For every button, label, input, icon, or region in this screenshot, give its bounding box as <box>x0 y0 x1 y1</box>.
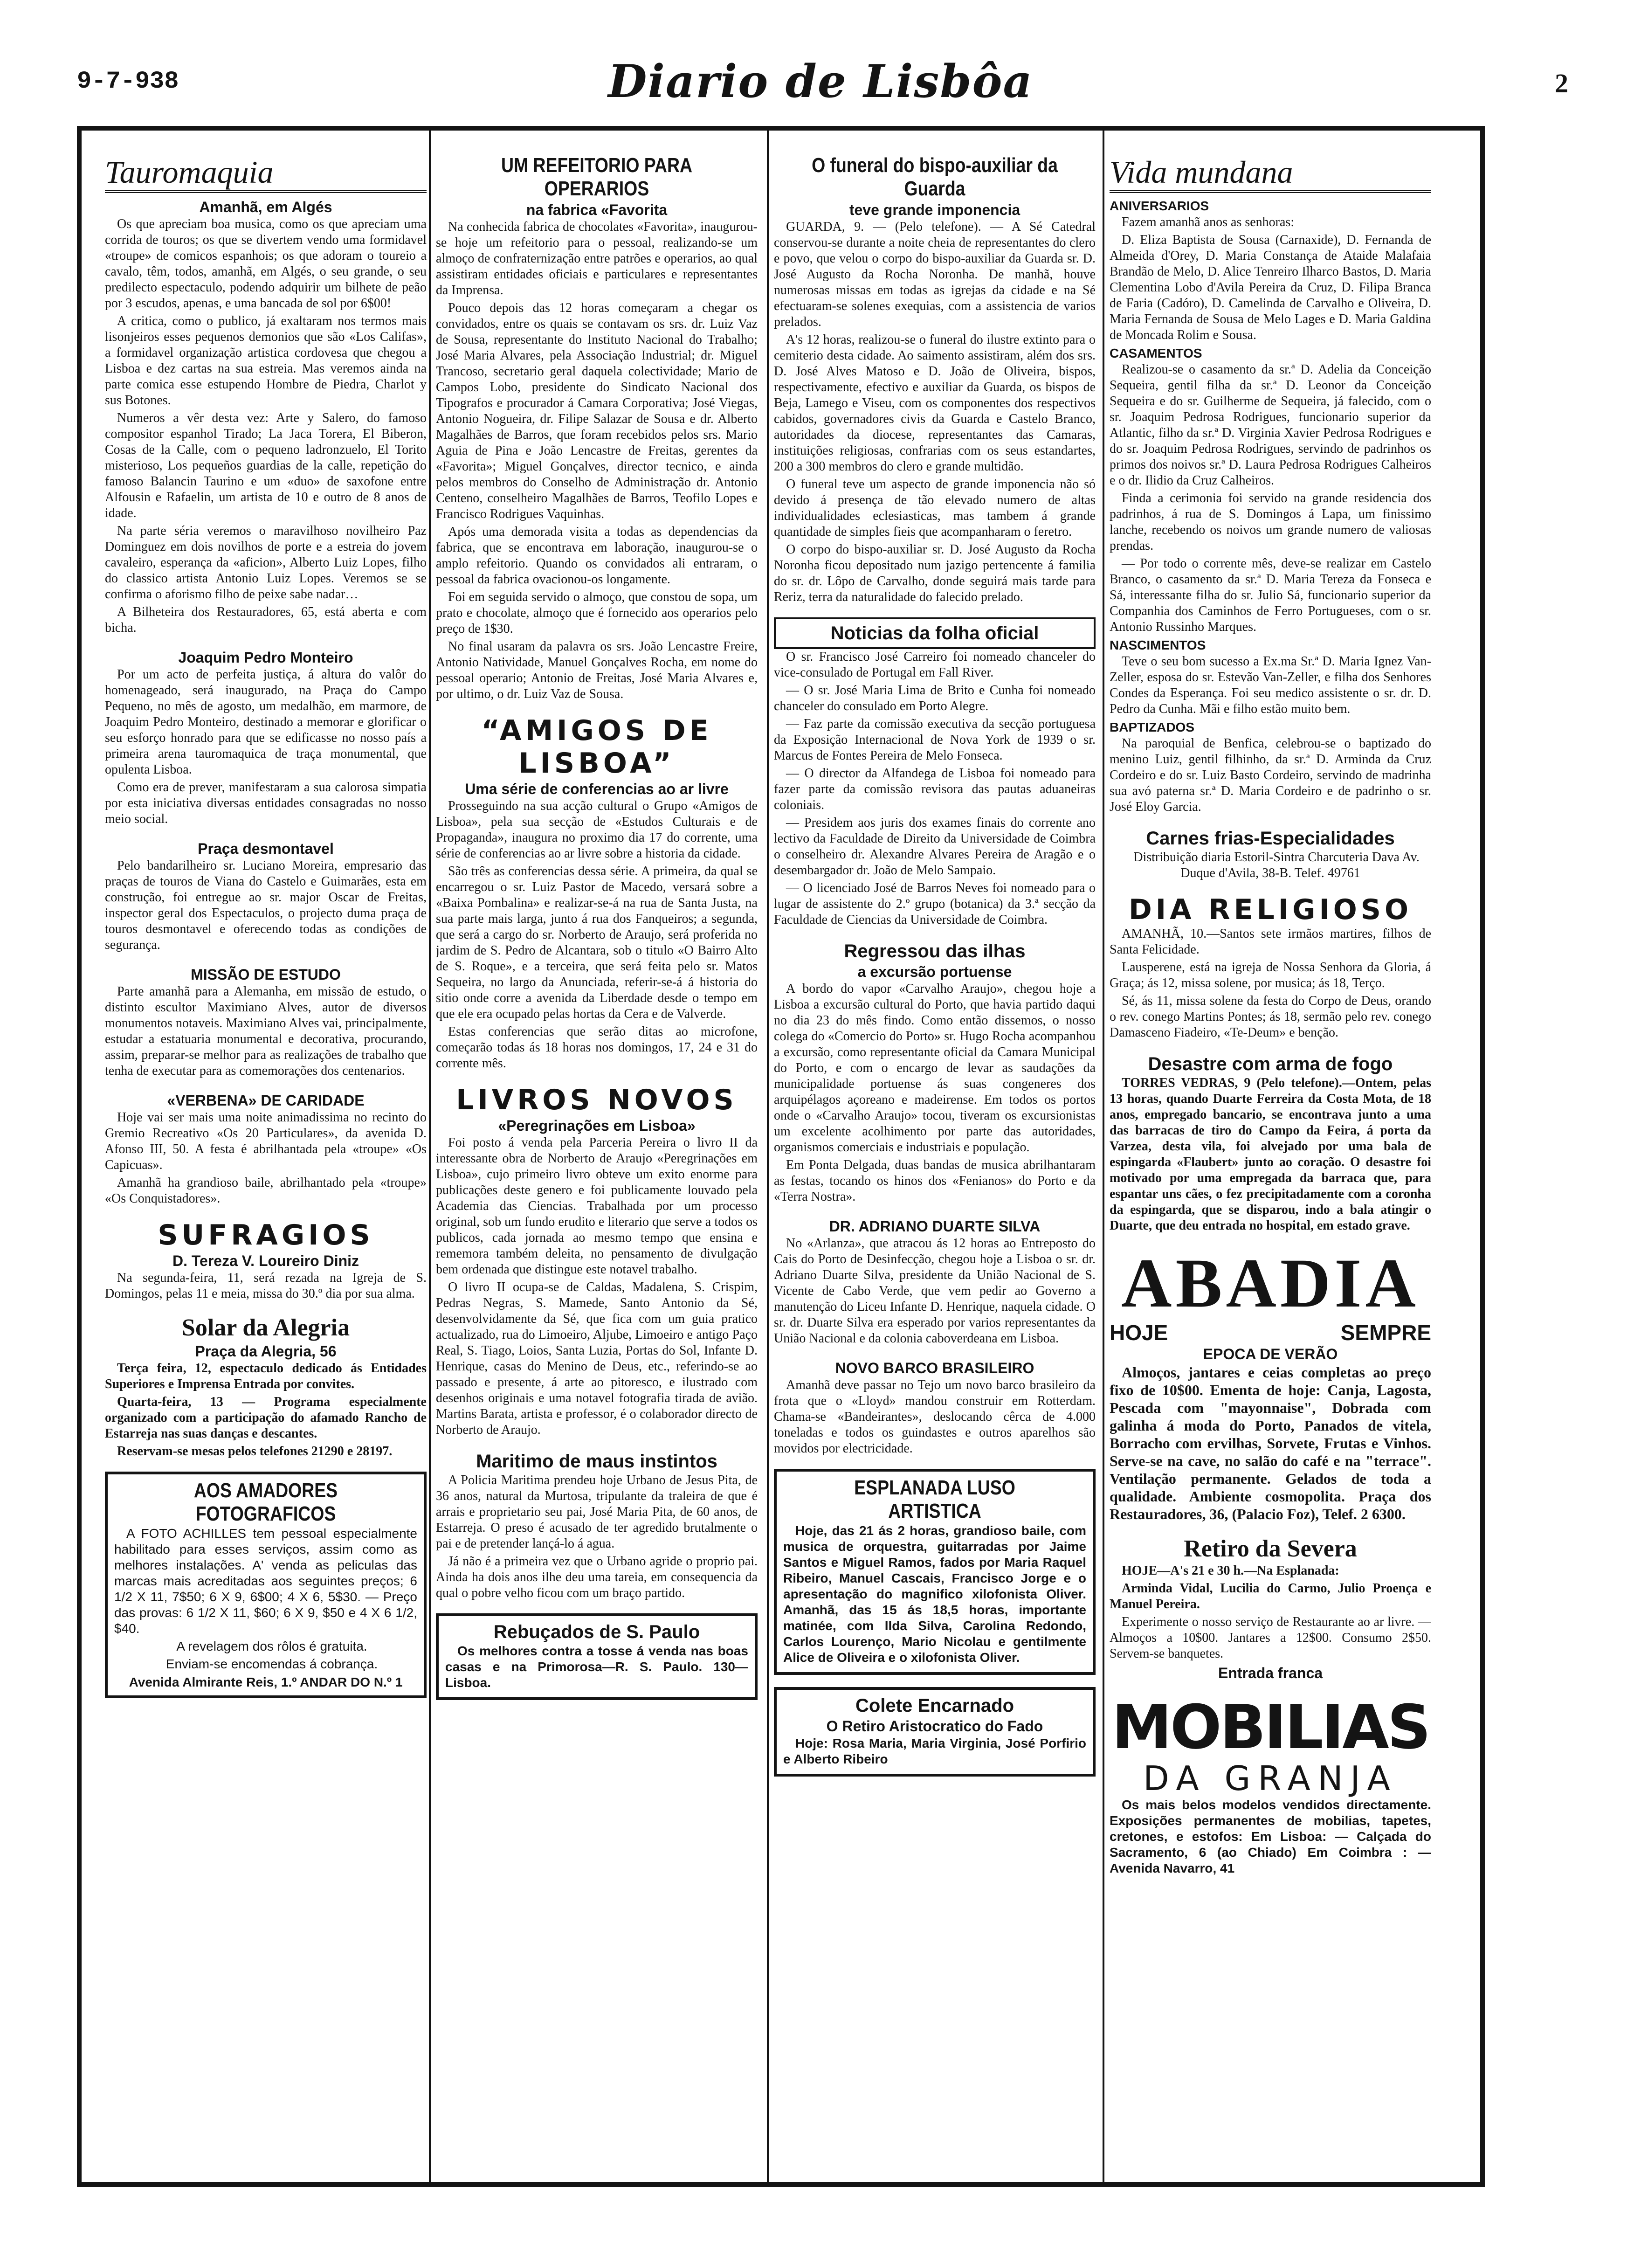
article-paragraph: São três as conferencias dessa série. A primeira, da qual se encarregou o sr. Luiz Pastor de Macedo, versará sobre a «Baixa Pombalina» e realizar-se-á na rua de Santa Justa, na sua parte mais larga, junto á rua dos Fanqueiros; a segunda, que será a cargo do sr. Norberto de Araujo, será proferida no jardim de S. Pedro de Alcantara, sob o titulo «O Bairro Alto de S. Roque», e a terceira, que será feita pelo sr. Matos Sequeira, no largo da Anunciada, referir-se-á á historia do sitio onde corre a avenida da Liberdade desde o tempo em que ele era ocupado pelas hortas da Cera e de Valverde. <box>436 864 758 1021</box>
ad-carnes-frias <box>1110 827 1431 881</box>
article-paragraph: Pouco depois das 12 horas começaram a chegar os convidados, entre os quais se contavam os srs. dr. Luiz Vaz de Sousa, representante do Instituto Nacional do Trabalho; José Maria Alvares, pela Associação Industrial; dr. Miguel Trancoso, secretario geral daquela colectividade; Mario de Campos Lobo, presidente do Sindicato Nacional dos Tipografos e procurador á Camara Corporativa; José Viegas, Antonio Nogueira, dr. Filipe Salazar de Sousa e dr. Alberto Magalhães de Barros, que foram recebidos pelos srs. Mario Aguia de Pina e João Lencastre de Freitas, gerentes da «Favorita»; Miguel Gonçalves, director tecnico, e ainda pelos membros do Conselho de Administração dr. Antonio Centeno, conselheiro Magalhães de Barros, Teofilo Lopes e Francisco Rodrigues Vaquinhas. <box>436 301 758 521</box>
article-paragraph: — Por todo o corrente mês, deve-se realizar em Castelo Branco, o casamento da sr.ª D. Maria Tereza da Fonseca e Sá, interessante filha do sr. Julio Sá, funcionario superior da Companhia dos Caminhos de Ferro Portugueses, com o sr. Antonio Russinho Marques. <box>1110 556 1431 634</box>
article-title: DIA RELIGIOSO <box>1129 893 1412 926</box>
column-1 <box>105 154 427 2168</box>
article-subtitle: Uma série de conferencias ao ar livre <box>465 781 729 797</box>
ad-text: Os mais belos modelos vendidos directamente. Exposições permanentes de mobilias, tapetes, cretones, e estofos: Em Lisboa: — Calçada do Sacramento, 6 (ao Chiado) Em Coimbra : — Avenida Navarro, 41 <box>1110 1798 1431 1875</box>
ad-line: Reservam-se mesas pelos telefones 21290 e 28197. <box>117 1444 393 1459</box>
column-rule <box>1103 131 1104 2182</box>
article-regressou-das-ilhas <box>774 940 1096 1205</box>
article-paragraph: Na segunda-feira, 11, será rezada na Igreja de S. Domingos, pelas 11 e meia, missa do 30.º dia por sua alma. <box>105 1271 427 1301</box>
ad-rebucados <box>436 1613 758 1700</box>
ad-text: Hoje: Rosa Maria, Maria Virginia, José Porfirio e Alberto Ribeiro <box>783 1736 1086 1766</box>
ad-line: Terça feira, 12, espectaculo dedicado ás Entidades Superiores e Imprensa Entrada por convites. <box>105 1361 427 1391</box>
article-sufragios <box>105 1219 427 1302</box>
section-label: CASAMENTOS <box>1110 346 1202 360</box>
article-paragraph: Numeros a vêr desta vez: Arte y Salero, do famoso compositor espanhol Tirado; La Jaca Torera, El Biberon, Cosas de la Calle, com o pequeno ladronzuelo, El Torito misterioso, Los pequeños guardias de la calle, repetição do famoso Balancin Taurino e um «duo» de saxofone entre Alfousin e Rafaelin, um artista de 10 e outro de 8 anos de idade. <box>105 411 427 520</box>
article-vida-mundana <box>1110 154 1431 815</box>
article-paragraph: — O sr. José Maria Lima de Brito e Cunha foi nomeado chanceler do consulado em Porto Alegre. <box>774 683 1096 713</box>
article-title: Noticias da folha oficial <box>774 617 1096 649</box>
ad-title: Colete Encarnado <box>855 1695 1014 1716</box>
ad-title: Retiro da Severa <box>1184 1535 1357 1562</box>
article-subtitle: D. Tereza V. Loureiro Diniz <box>172 1252 359 1269</box>
article-paragraph: Os que apreciam boa musica, como os que apreciam uma corrida de touros; os que se divertem vendo uma formidavel «troupe» de comicos espanhois; os que adoram o toureio a cavalo, têm, todos, amanhã, em Algés, o seu grande, o seu predilecto espectaculo, podendo adquirir um bilhete de peão por 3 escudos, apenas, e uma bancada de sol por 6$00! <box>105 217 427 311</box>
article-paragraph: — Faz parte da comissão executiva da secção portuguesa da Exposição Internacional de Nova York de 1939 o sr. Marcus de Fontes Pereira de Melo Fonseca. <box>774 717 1096 763</box>
ad-text: Hoje, das 21 ás 2 horas, grandioso baile, com musica de orquestra, guitarradas por Jaime Santos e Miguel Ramos, fados por Maria Raquel Ribeiro, Manuel Cascais, Francisco Jorge e o apresentação do magnifico xilofonista Oliver. Amanhã, das 15 ás 18,5 horas, importante matinée, com Ilda Silva, Carolina Redondo, Carlos Lourenço, Mario Nicolau e gentilmente Alice de Oliveira e o xilofonista Oliver. <box>783 1523 1086 1665</box>
article-paragraph: Prosseguindo na sua acção cultural o Grupo «Amigos de Lisboa», pela sua secção de «Estudos Culturais e de Propaganda», inaugura no proximo dia 17 do corrente, uma série de conferencias ao ar livre sobre a historia da cidade. <box>436 799 758 861</box>
ad-line: Arminda Vidal, Lucilia do Carmo, Julio Proença e Manuel Pereira. <box>1110 1581 1431 1611</box>
column-2 <box>436 154 758 2168</box>
article-paragraph: AMANHÃ, 10.—Santos sete irmãos martires, filhos de Santa Felicidade. <box>1110 927 1431 957</box>
newspaper-title: Diario de Lisbôa <box>608 55 1033 108</box>
article-paragraph: Já não é a primeira vez que o Urbano agride o proprio pai. Ainda ha dois anos ilhe deu uma tareia, em consequencia da qual o pobre velho ficou com um braço partido. <box>436 1554 758 1600</box>
article-title: Tauromaquia <box>105 154 427 193</box>
article-paragraph: Lausperene, está na igreja de Nossa Senhora da Gloria, á Graça; ás 12, missa solene, por musica; ás 18, Terço. <box>1110 960 1431 990</box>
article-subtitle: Amanhã, em Algés <box>199 199 332 215</box>
article-paragraph: Sé, ás 11, missa solene da festa do Corpo de Deus, orando o rev. conego Martins Pontes; ás 18, sermão pelo rev. conego Damasceno Fiadeiro, «Te-Deum» e benção. <box>1110 994 1431 1040</box>
article-missao-de-estudo <box>105 965 427 1079</box>
article-paragraph: A Policia Maritima prendeu hoje Urbano de Jesus Pita, de 36 anos, natural da Murtosa, tripulante da traleira de que é arrais e proprietario seu pai, José Maria Pita, de 60 anos, de Estarreja. O preso é acusado de ter agredido brutalmente o pai e de pretender lançá-lo á agua. <box>436 1473 758 1551</box>
section-label: NASCIMENTOS <box>1110 638 1206 652</box>
column-3 <box>774 154 1096 2168</box>
article-title: Desastre com arma de fogo <box>1148 1054 1393 1074</box>
article-maritimo <box>436 1450 758 1601</box>
article-title: Maritimo de maus instintos <box>476 1451 717 1472</box>
article-paragraph: — Presidem aos juris dos exames finais do corrente ano lectivo da Faculdade de Direito da Universidade de Coimbra o conselheiro dr. Alexandre Alvares Pereira de Aragão e o desembargador dr. João de Melo Sampaio. <box>774 816 1096 878</box>
article-paragraph: Na paroquial de Benfica, celebrou-se o baptizado do menino Luiz, gentil filhinho, da sr.ª D. Arminda da Cruz Cordeiro e do sr. Luiz Basto Cordeiro, servindo de madrinha sua avó paterna sr.ª D. Maria Cordeiro e de padrinho o sr. José Eloy Garcia. <box>1110 736 1431 814</box>
article-paragraph: Por um acto de perfeita justiça, á altura do valôr do homenageado, será inaugurado, na Praça do Campo Pequeno, no mês de agosto, um medalhão, em marmore, de Joaquim Pedro Monteiro, destinado a memorar e glorificar o seu esforço honrado para que se edificasse no nosso país a primeira arena tauromaquica de traça monumental, que opulenta Lisboa. <box>105 667 427 777</box>
ad-subtitle: Praça da Alegria, 56 <box>195 1343 337 1360</box>
page-number: 2 <box>1555 68 1568 98</box>
ad-mobilias-da-granja <box>1110 1694 1431 1876</box>
article-paragraph: — O director da Alfandega de Lisboa foi nomeado para fazer parte da comissão revisora das pautas aduaneiras coloniais. <box>774 766 1096 812</box>
article-title: O funeral do bispo-auxiliar da Guarda <box>812 154 1058 200</box>
article-paragraph: Em Ponta Delgada, duas bandas de musica abrilhantaram as festas, tocando os hinos dos «Fenianos» do Porto e da «Terra Nostra». <box>774 1158 1096 1204</box>
article-paragraph: O sr. Francisco José Carreiro foi nomeado chanceler do vice-consulado de Portugal em Fall River. <box>774 650 1096 680</box>
ad-text: Almoços, jantares e ceias completas ao preço fixo de 10$00. Ementa de hoje: Canja, Lagosta, Pescada com "mayonnaise", Dobrada com galinha á moda do Porto, Panados de vitela, Borracho com ervilhas, Sorvete, Frutas e Vinhos. Serve-se na cave, no salão do café e na "terrace". Ventilação permanente. Gelados de toda a qualidade. Ambiente cosmopolita. Praça dos Restauradores, 36, (Palacio Foz), Telef. 2 6300. <box>1110 1364 1431 1522</box>
ad-title: Solar da Alegria <box>181 1314 350 1341</box>
ad-line: Experimente o nosso serviço de Restaurante ao ar livre. — Almoços a 10$00. Jantares a 12$00. Consumo 2$50. Servem-se banquetes. <box>1110 1615 1431 1661</box>
article-refeitorio <box>436 154 758 702</box>
article-paragraph: Finda a cerimonia foi servido na grande residencia dos padrinhos, á rua de S. Domingos á Lapa, um finissimo lanche, recebendo os noivos um grande numero de valiosas prendas. <box>1110 491 1431 553</box>
column-4 <box>1110 154 1431 2168</box>
ad-colete-encarnado <box>774 1687 1096 1777</box>
article-paragraph: A bordo do vapor «Carvalho Araujo», chegou hoje a Lisboa a excursão cultural do Porto, que havia partido daqui no dia 23 do mês findo. Como então dissemos, o nosso colega do «Comercio do Porto» sr. Hugo Rocha acompanhou a excursão, como representante oficial da Camara Municipal do Porto, e com o encargo de levar as saudações da municipalidade portuense ás suas congeneres dos arquipélagos açoreano e madeirense. Em todos os portos onde o «Carvalho Araujo» tocou, tiveram os excursionistas um excelente acolhimento por parte das autoridades, organismos comerciais e industriais e população. <box>774 982 1096 1155</box>
article-desastre <box>1110 1053 1431 1234</box>
article-paragraph: Estas conferencias que serão ditas ao microfone, começarão todas ás 18 horas nos domingos, 17, 24 e 31 do corrente mês. <box>436 1024 758 1071</box>
ad-title: MOBILIAS <box>1111 1692 1429 1763</box>
ad-hoje: HOJE <box>1110 1321 1168 1345</box>
article-title: NOVO BARCO BRASILEIRO <box>835 1360 1034 1376</box>
masthead <box>0 0 1641 126</box>
article-subtitle: na fabrica «Favorita <box>526 201 668 218</box>
section-label: ANIVERSARIOS <box>1110 199 1209 213</box>
article-title: «VERBENA» DE CARIDADE <box>167 1092 365 1109</box>
article-subtitle: a excursão portuense <box>857 963 1012 980</box>
article-paragraph: O funeral teve um aspecto de grande imponencia não só devido á presença de tão elevado numero de altas individualidades eclesiasticas, mas tambem á grande quantidade de simples fieis que acompanharam o feretro. <box>774 477 1096 539</box>
article-title: Regressou das ilhas <box>844 941 1026 961</box>
article-paragraph: — O licenciado José de Barros Neves foi nomeado para o lugar de assistente do 2.º grupo (botanica) da 3.ª secção da Faculdade de Ciencias da Universidade de Coimbra. <box>774 881 1096 927</box>
article-title: LIVROS NOVOS <box>456 1084 738 1116</box>
article-paragraph: Teve o seu bom sucesso a Ex.ma Sr.ª D. Maria Ignez Van-Zeller, esposa do sr. Estevão Van-Zeller, e filha dos Senhores Condes da Esperança. Foi seu medico assistente o sr. dr. D. Pedro da Cunha. Mãi e filho estão muito bem. <box>1110 654 1431 716</box>
ad-title: Carnes frias-Especialidades <box>1146 828 1395 849</box>
ad-retiro-da-severa <box>1110 1535 1431 1682</box>
article-title: Vida mundana <box>1110 154 1431 193</box>
article-paragraph: Fazem amanhã anos as senhoras: <box>1122 215 1295 229</box>
article-paragraph: TORRES VEDRAS, 9 (Pelo telefone).—Ontem, pelas 13 horas, quando Duarte Ferreira da Costa Mota, de 18 anos, empregado bancario, se encontrava junto a uma das barracas de tiro do Campo da Feira, á porta da Varzea, desta vila, foi alvejado por uma bala de espingarda «Flaubert» junto ao coração. O desastre foi motivado por uma empregada da barraca que, para espantar uns cães, o fez precipitadamente com a coronha da espingarda, que se disparou, indo a bala atingir o Duarte, que deu entrada no hospital, em estado grave. <box>1110 1076 1431 1233</box>
article-amigos-de-lisboa <box>436 714 758 1072</box>
article-paragraph: A Bilheteira dos Restauradores, 65, está aberta e com bicha. <box>105 605 427 635</box>
article-title: DR. ADRIANO DUARTE SILVA <box>829 1218 1041 1235</box>
article-paragraph: Hoje vai ser mais uma noite animadissima no recinto do Gremio Recreativo «Os 20 Particulares», da avenida D. Afonso III, 50. A festa é abrilhantada pela «troupe» «Os Capicuas». <box>105 1110 427 1172</box>
article-livros-novos <box>436 1084 758 1438</box>
ad-title: ABADIA <box>1121 1245 1420 1322</box>
article-folha-oficial <box>774 617 1096 928</box>
ad-line: A FOTO ACHILLES tem pessoal especialmente habilitado para esses serviços, assim como as melhores instalações. A' venda as peliculas das marcas mais acreditadas aos seguintes preços; 6 1/2 X 11, 7$50; 6 X 9, 6$00; 4 X 6, 5$30. — Preço das provas: 6 1/2 X 11, $60; 6 X 9, $50 e 4 X 6 1/2, $40. <box>114 1526 417 1636</box>
article-tauromaquia <box>105 154 427 636</box>
column-rule <box>429 131 431 2182</box>
section-label: BAPTIZADOS <box>1110 720 1194 734</box>
ad-title: AOS AMADORES FOTOGRAFICOS <box>193 1479 338 1525</box>
ad-title: ESPLANADA LUSO ARTISTICA <box>854 1476 1015 1522</box>
article-paragraph: Como era de prever, manifestaram a sua calorosa simpatia por esta iniciativa diversas entidades consagradas no nosso meio social. <box>105 780 427 826</box>
article-verbena <box>105 1091 427 1207</box>
ad-foto-achilles <box>105 1472 427 1698</box>
article-novo-barco <box>774 1359 1096 1457</box>
article-title: Praça desmontavel <box>198 840 334 857</box>
article-paragraph: Após uma demorada visita a todas as dependencias da fabrica, que se encontrava em laboração, inaugurou-se o amplo refeitorio. Quando os convidados ali entraram, o pessoal da fabrica ovacionou-os longamente. <box>436 525 758 587</box>
article-joaquim-pedro-monteiro <box>105 648 427 827</box>
ad-abadia <box>1110 1246 1431 1523</box>
ad-title: Rebuçados de S. Paulo <box>493 1622 700 1642</box>
ad-solar-da-alegria <box>105 1314 427 1459</box>
article-paragraph: No final usaram da palavra os srs. João Lencastre Freire, Antonio Natividade, Manuel Gonçalves Rocha, em nome do pessoal operario; Antonio de Freitas, José Maria Alvares e, por ultimo, o dr. Luiz Vaz de Sousa. <box>436 639 758 701</box>
article-adriano-duarte-silva <box>774 1217 1096 1347</box>
ad-line: Entrada franca <box>1218 1665 1323 1681</box>
article-paragraph: No «Arlanza», que atracou ás 12 horas ao Entreposto do Cais do Porto de Desinfecção, chegou hoje a Lisboa o sr. dr. Adriano Duarte Silva, presidente da União Nacional de S. Vicente de Cabo Verde, que vem pedir ao Governo a manutenção do Liceu Infante D. Henrique, naquela cidade. O sr. dr. Duarte Silva era esperado por varios representantes da União Nacional e da colonia caboverdeana em Lisboa. <box>774 1236 1096 1346</box>
ad-subtitle: EPOCA DE VERÃO <box>1203 1346 1338 1362</box>
article-subtitle: «Peregrinações em Lisboa» <box>498 1117 696 1134</box>
article-paragraph: Foi posto á venda pela Parceria Pereira o livro II da interessante obra de Norberto de Araujo «Peregrinações em Lisboa», cujo primeiro livro obteve um exito enorme para publicações deste genero e foi publicamente louvado pela Academia das Ciencias. Trabalhada por um processo original, sob um fundo erudito e literario que serve a todos os publicos, cada jornada ao mesmo tempo que ensina e rememora também deleita, no pensamento de divulgação bem ordenada que distingue este notavel trabalho. <box>436 1135 758 1277</box>
ad-line: Enviam-se encomendas á cobrança. <box>165 1657 378 1671</box>
article-paragraph: Foi em seguida servido o almoço, que constou de sopa, um prato e chocolate, almoço que é fornecido aos operarios pelo preço de 1$30. <box>436 590 758 636</box>
article-paragraph: GUARDA, 9. — (Pelo telefone). — A Sé Catedral conservou-se durante a noite cheia de representantes do clero e povo, que velou o corpo do bispo-auxiliar da Guarda sr. D. José Augusto da Rocha Noronha. De manhã, houve numerosas missas em todas as igrejas da cidade e na Sé efectuaram-se solenes exequias, com a assistencia de varios prelados. <box>774 220 1096 329</box>
ad-text: Os melhores contra a tosse á venda nas boas casas e na Primorosa—R. S. Paulo. 130—Lisboa. <box>445 1644 748 1690</box>
ad-subtitle: DA GRANJA <box>1143 1759 1398 1798</box>
article-paragraph: Amanhã ha grandioso baile, abrilhantado pela «troupe» «Os Conquistadores». <box>105 1175 427 1206</box>
article-paragraph: Amanhã deve passar no Tejo um novo barco brasileiro da frota que o «Lloyd» mandou construir em Rotterdam. Chama-se «Bandeirantes», deslocando cêrca de 4.000 toneladas e todos os guindastes e outros aparelhos são movidos por electricidade. <box>774 1378 1096 1456</box>
article-paragraph: A's 12 horas, realizou-se o funeral do ilustre extinto para o cemiterio desta cidade. Ao saimento assistiram, além dos srs. D. José Alves Matoso e D. João de Oliveira, bispos, respectivamente, efectivo e auxiliar da Guarda, os bispos de Beja, Lamego e Viseu, com os componentes dos respectivos cabidos, governadores civis da Guarda e Castelo Branco, autoridades da diocese, representantes das Camaras, instituições religiosas, confrarias com os seus estandartes, 200 a 300 membros do clero e grande multidão. <box>774 332 1096 474</box>
article-praca-desmontavel <box>105 839 427 953</box>
article-paragraph: Pelo bandarilheiro sr. Luciano Moreira, empresario das praças de touros de Viana do Castelo e Guimarães, esta em construção, foi entregue ao sr. major Oscar de Freitas, inspector geral dos Espectaculos, o projecto duma praça de touros desmontavel e oferecendo todas as condições de segurança. <box>105 858 427 952</box>
ad-line: Quarta-feira, 13 — Programa especialmente organizado com a participação do afamado Rancho de Estarreja nas suas danças e descantes. <box>105 1395 427 1441</box>
article-paragraph: A critica, como o publico, já exaltaram nos termos mais lisonjeiros esses pequenos demonios que são «Los Califas», a formidavel organização artistica cordovesa que chegou a Lisboa e dez cartas na sua estreia. Mas veremos ainda na parte comica esse estupendo Hombre de Piedra, Charlot y sus Botones. <box>105 314 427 408</box>
ad-line: HOJE—A's 21 e 30 h.—Na Esplanada: <box>1122 1563 1339 1578</box>
article-paragraph: D. Eliza Baptista de Sousa (Carnaxide), D. Fernanda de Almeida d'Orey, D. Maria Constança de Ataide Malafaia Brandão de Melo, D. Alice Tenreiro Ilharco Bastos, D. Maria Clementina Lobo d'Avila Pereira da Cruz, D. Filipa Branca de Faria (Cadóro), D. Camelinda de Carvalho e Oliveira, D. Maria Fernanda de Sousa de Melo Lages e D. Maria Galdina de Moncada Rolim e Sousa. <box>1110 233 1431 342</box>
article-paragraph: O livro II ocupa-se de Caldas, Madalena, S. Crispim, Pedras Negras, S. Mamede, Santo Antonio da Sé, desenvolvidamente da Sé, que fica com um guia pratico actualizado, rua do Limoeiro, Aljube, Limoeiro e antigo Paço Real, S. Tiago, Loios, Santa Luzia, Portas do Sol, Infante D. Henrique, casas do Menino de Deus, etc., referindo-se ao passado e presente, á arte ao pitoresco, e ilustrado com desenhos originais e uma notavel fotografia tirada de avião. Martins Barata, artista e professor, é o colaborador directo de Norberto de Araujo. <box>436 1280 758 1437</box>
article-subtitle: teve grande imponencia <box>849 201 1020 218</box>
article-title: “AMIGOS DE LISBOA” <box>481 714 712 780</box>
ad-esplanada-luso-artistica <box>774 1469 1096 1675</box>
ad-sempre: SEMPRE <box>1340 1321 1431 1345</box>
article-paragraph: O corpo do bispo-auxiliar sr. D. José Augusto da Rocha Noronha ficou depositado num jazigo pertencente á familia do sr. dr. Lôpo de Carvalho, donde seguirá mais tarde para Reriz, terra da naturalidade do falecido prelado. <box>774 542 1096 604</box>
article-dia-religioso <box>1110 893 1431 1041</box>
article-title: SUFRAGIOS <box>158 1219 374 1252</box>
article-paragraph: Na parte séria veremos o maravilhoso novilheiro Paz Dominguez em dois novilhos de porte e a estreia do jovem cavaleiro, esperança da «aficion», Alberto Luiz Lopes, filho do classico artista Antonio Luiz Lopes. Veremos se se confirma o aforismo filho de peixe sabe nadar… <box>105 524 427 602</box>
article-title: MISSÃO DE ESTUDO <box>191 966 341 983</box>
ad-subtitle: O Retiro Aristocratico do Fado <box>826 1718 1043 1735</box>
column-rule <box>767 131 769 2182</box>
article-paragraph: Na conhecida fabrica de chocolates «Favorita», inaugurou-se hoje um refeitorio para o pessoal, realizando-se um almoço de confraternização entre patrões e operarios, ao qual assistiram entidades oficiais e particulares e representantes da Imprensa. <box>436 220 758 297</box>
article-funeral-bispo <box>774 154 1096 605</box>
article-title: UM REFEITORIO PARA OPERARIOS <box>501 154 693 200</box>
article-paragraph: Realizou-se o casamento da sr.ª D. Adelia da Conceição Sequeira, gentil filha da sr.ª D. Leonor da Conceição Sequeira e do sr. Guilherme de Sequeira, já falecido, com o sr. Joaquim Pedrosa Rodrigues, funcionario superior da Atlantic, filho da sr.ª D. Virginia Xavier Pedrosa Rodrigues e do sr. Joaquim Pedrosa Rodrigues, servindo de padrinhos os primos dos noivos sr.ª D. Laura Pedrosa Rodrigues Calheiros e o dr. Ilidio da Cruz Calheiros. <box>1110 362 1431 488</box>
ad-address: Avenida Almirante Reis, 1.º ANDAR DO N.º 1 <box>129 1675 403 1689</box>
ad-line: A revelagem dos rôlos é gratuita. <box>176 1639 367 1653</box>
article-title: Joaquim Pedro Monteiro <box>178 649 353 666</box>
ad-text: Distribuição diaria Estoril-Sintra Charcuteria Dava Av. Duque d'Avila, 38-B. Telef. 49761 <box>1133 850 1420 880</box>
issue-date: 9-7-938 <box>77 68 179 95</box>
article-paragraph: Parte amanhã para a Alemanha, em missão de estudo, o distinto escultor Maximiano Alves, autor de diversos monumentos notaveis. Maximiano Alves vai, principalmente, estudar a estatuaria monumental e decorativa, procurando, assim, preparar-se melhor para as realizações de trabalho que tenha de executar para as comemorações dos centenarios. <box>105 984 427 1078</box>
